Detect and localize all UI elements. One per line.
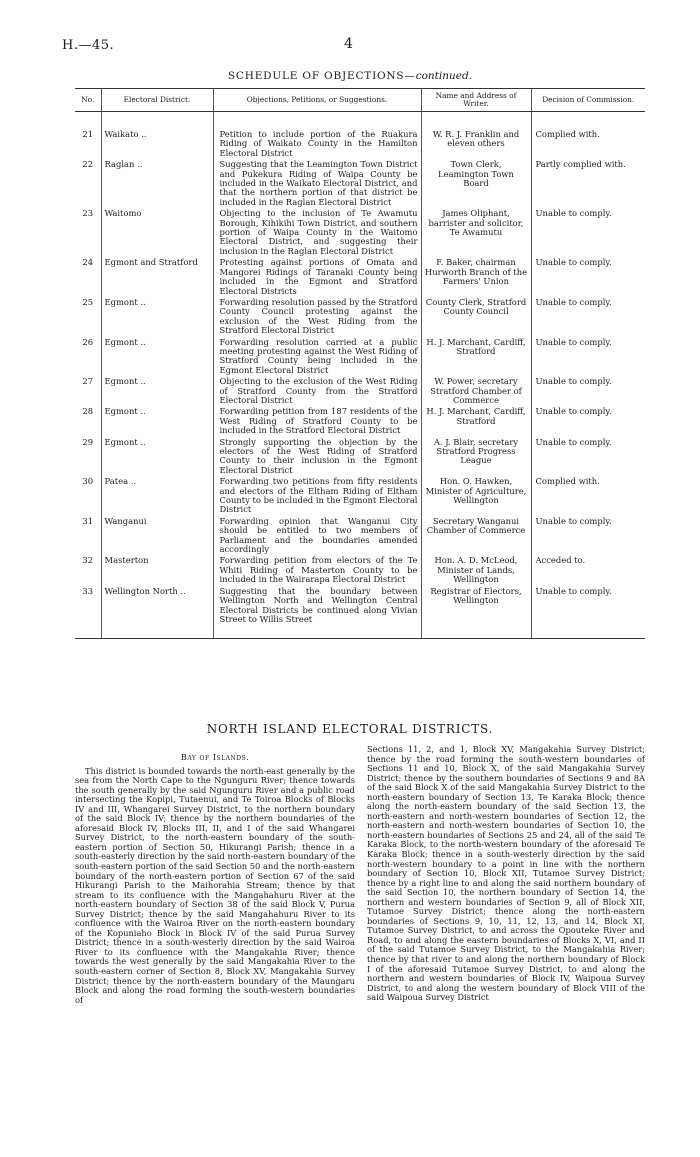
district-paragraph-left: This district is bounded towards the north-east generally by the sea from the North Cape to the Ngunguru River; thence towards the south generally by the said Ngunguru River and a public road intersecting the Kopipi, Tutaenui, and Te Toiroa Blocks of Blocks IV and III, Whangarei Survey District, to the northern boundary of the said Block IV; thence by the northern boundaries of the aforesaid Block IV, Blocks III, II, and I of the said Whangarei Survey District, to the north-eastern boundary of the south-eastern portion of Section 50, Hikurangi Parish; thence in a south-easterly direction by the said north-eastern boundary of the south-eastern portion of the said Section 50 and the north-eastern boundary of the north-eastern portion of Section 67 of the said Hikurangi Parish to the Maihorahia Stream; thence by that stream to its confluence with the Mangahahuru River at the north-eastern boundary of Section 38 of the said Block V, Purua Survey District; thence by the said Mangahahuru River to its confluence with the Wairoa River on the north-eastern boundary of the Kopuniaho Block in Block IV of the said Purua Survey District; thence in a south-westerly direction by the said Wairoa River to its confluence with the Mangakahia River; thence towards the west generally by the said Mangakahia River to the south-eastern corner of Section 8, Block XV, Mangakahia Survey District; thence by the north-eastern boundary of the Maungaru Block and along the road forming the south-western boundaries of	[75, 765, 355, 1005]
cell-writer: Town Clerk, Leamington Town Board	[421, 160, 531, 209]
cell-no: 28	[82, 406, 94, 417]
cell-objection: Strongly supporting the objection by the electors of the West Riding of Stratford County to their inclusion in the Egmont Electoral District	[213, 438, 421, 478]
cell-objection: Objecting to the inclusion of Te Awamutu Borough, Kihikihi Town District, and southern portion of Waipa County in the Waitomo Electoral District, and suggesting their inclusion in the Raglan Electoral District	[213, 209, 421, 258]
cell-decision: Unable to comply.	[531, 407, 645, 437]
col-header-no: No.	[75, 89, 101, 112]
cell-writer: W. R. J. Franklin and eleven others	[421, 112, 531, 161]
cell-writer: Secretary Wanganui Chamber of Commerce	[421, 517, 531, 557]
cell-no: 30	[82, 476, 94, 487]
schedule-title-main: SCHEDULE OF OBJECTIONS—	[227, 70, 416, 82]
table-row	[75, 298, 645, 338]
cell-no: 27	[82, 376, 94, 387]
cell-writer: F. Baker, chairman Hurworth Branch of the Farmers' Union	[421, 258, 531, 298]
cell-district: Waitomo	[101, 209, 213, 258]
cell-objection: Petition to include portion of the Ruakura Riding of Waikato County in the Hamilton Electoral District	[213, 112, 421, 161]
cell-objection: Forwarding opinion that Wanganui City should be entitled to two members of Parliament and the boundaries amended accordingly	[213, 517, 421, 557]
table-header-row	[75, 89, 645, 112]
cell-decision: Partly complied with.	[531, 160, 645, 209]
col-header-objection: Objections, Petitions, or Suggestions.	[213, 89, 421, 112]
cell-objection: Forwarding petition from electors of the Te Whiti Riding of Masterton County to be included in the Wairarapa Electoral District	[213, 556, 421, 586]
schedule-title	[0, 70, 700, 82]
cell-no: 21	[82, 129, 94, 139]
cell-decision: Unable to comply.	[531, 338, 645, 378]
cell-district: Egmont ..	[101, 338, 213, 378]
districts-title: NORTH ISLAND ELECTORAL DISTRICTS.	[206, 722, 494, 736]
cell-writer: H. J. Marchant, Cardiff, Stratford	[421, 338, 531, 378]
cell-district: Egmont ..	[101, 407, 213, 437]
cell-district: Egmont ..	[101, 298, 213, 338]
schedule-title-continued: continued.	[415, 70, 473, 82]
col-header-district: Electoral District.	[101, 89, 213, 112]
cell-writer: James Oliphant, barrister and solicitor, Te Awamutu	[421, 209, 531, 258]
cell-decision: Unable to comply.	[531, 377, 645, 407]
cell-decision: Unable to comply.	[531, 258, 645, 298]
cell-no: 25	[82, 296, 94, 307]
cell-writer: A. J. Blair, secretary Stratford Progress League	[421, 438, 531, 478]
cell-decision: Unable to comply.	[531, 517, 645, 557]
cell-writer: H. J. Marchant, Cardiff, Stratford	[421, 407, 531, 437]
page-number: 4	[344, 36, 353, 52]
table-row	[75, 112, 645, 161]
district-paragraph-right: Sections 11, 2, and 1, Block XV, Mangakahia Survey District; thence by the road forming the south-western boundaries of Sections 11 and 10, Block X, of the said Mangakahia Survey District; thence by the southern boundaries of Sections 9 and 8A of the said Block X of the said Mangakahia Survey District to the north-eastern boundary of Section 13, Te Karaka Block; thence along the north-eastern boundary of the said Section 13, the north-eastern and north-western boundaries of Section 12, the north-eastern and north-western boundaries of Section 10, the north-eastern boundaries of Sections 25 and 24, all of the said Te Karaka Block, to the north-western boundary of the aforesaid Te Karaka Block; thence in a south-westerly direction by the said north-western boundary to a point in line with the northern boundary of Section 10, Block XII, Tutamoe Survey District; thence by a right line to and along the said northern boundary of the said Section 10, the northern boundary of Section 14, the northern and western boundaries of Section 9, all of Block XII, Tutamoe Survey District; thence along the north-eastern boundaries of Sections 9, 10, 11, 12, 13, and 14, Block XI, Tutamoe Survey District, to and across the Opouteke River and Road, to and along the eastern boundaries of Blocks X, VI, and II of the said Tutamoe Survey District, to the Mangakahia River; thence by that river to and along the northern boundary of Block I of the aforesaid Tutamoe Survey District, to and along the northern and western boundaries of Block IV, Waipoua Survey District, to and along the western boundary of Block VIII of the said Waipoua Survey District	[367, 744, 645, 1003]
cell-district: Egmont ..	[101, 377, 213, 407]
table-row	[75, 407, 645, 437]
district-subheading: Bay of Islands.	[180, 752, 250, 762]
table-row	[75, 477, 645, 517]
cell-no: 29	[82, 436, 94, 447]
cell-district: Wanganui	[101, 517, 213, 557]
cell-no: 24	[82, 257, 94, 268]
cell-writer: Hon. O. Hawken, Minister of Agriculture, Wellington	[421, 477, 531, 517]
cell-district: Masterton	[101, 556, 213, 586]
district-text-left-column	[75, 745, 355, 1005]
cell-no: 22	[82, 159, 94, 170]
cell-district: Raglan ..	[101, 160, 213, 209]
cell-objection: Suggesting that the Leamington Town District and Pukekura Riding of Waipa County be included in the Waikato Electoral District, and that the northern portion of that district be included in the Raglan Electoral District	[213, 160, 421, 209]
col-header-decision: Decision of Commission.	[531, 89, 645, 112]
district-text-right-column	[367, 745, 645, 1003]
cell-decision: Unable to comply.	[531, 209, 645, 258]
cell-decision: Unable to comply.	[531, 438, 645, 478]
document-code: H.—45.	[62, 38, 115, 53]
cell-objection: Forwarding resolution carried at a public meeting protesting against the West Riding of Stratford County being included in the Egmont Electoral District	[213, 338, 421, 378]
cell-district: Wellington North ..	[101, 587, 213, 639]
cell-no: 31	[82, 515, 94, 526]
cell-no: 26	[82, 336, 94, 347]
cell-no: 23	[82, 208, 94, 219]
cell-objection: Protesting against portions of Omata and Mangorei Ridings of Taranaki County being included in the Egmont and Stratford Electoral Districts	[213, 258, 421, 298]
cell-objection: Forwarding resolution passed by the Stratford County Council protesting against the exclusion of the West Riding from the Stratford Electoral District	[213, 298, 421, 338]
cell-decision: Unable to comply.	[531, 587, 645, 639]
cell-decision: Acceded to.	[531, 556, 645, 586]
table-row	[75, 209, 645, 258]
cell-objection: Objecting to the exclusion of the West Riding of Stratford County from the Stratford Electoral District	[213, 377, 421, 407]
table-row	[75, 377, 645, 407]
table-row	[75, 160, 645, 209]
cell-decision: Complied with.	[531, 112, 645, 161]
cell-writer: Hon. A. D. McLeod, Minister of Lands, Wellington	[421, 556, 531, 586]
cell-writer: Registrar of Electors, Wellington	[421, 587, 531, 639]
cell-decision: Complied with.	[531, 477, 645, 517]
cell-writer: W. Power, secretary Stratford Chamber of Commerce	[421, 377, 531, 407]
table-row	[75, 517, 645, 557]
table-row	[75, 587, 645, 639]
col-header-writer: Name and Address of Writer.	[421, 89, 531, 112]
objections-table	[75, 88, 645, 639]
table-row	[75, 556, 645, 586]
table-row	[75, 258, 645, 298]
cell-district: Egmont and Stratford	[101, 258, 213, 298]
table-row	[75, 338, 645, 378]
cell-decision: Unable to comply.	[531, 298, 645, 338]
cell-no: 32	[82, 555, 94, 566]
cell-district: Egmont ..	[101, 438, 213, 478]
table-row	[75, 438, 645, 478]
cell-writer: County Clerk, Stratford County Council	[421, 298, 531, 338]
cell-district: Patea ..	[101, 477, 213, 517]
cell-objection: Suggesting that the boundary between Wellington North and Wellington Central Electoral Districts be continued along Vivian Street to Willis Street	[213, 587, 421, 639]
cell-no: 33	[75, 587, 101, 639]
cell-objection: Forwarding petition from 187 residents of the West Riding of Stratford County to be included in the Stratford Electoral District	[213, 407, 421, 437]
cell-objection: Forwarding two petitions from fifty residents and electors of the Eltham Riding of Eltham County to be included in the Egmont Electoral District	[213, 477, 421, 517]
cell-district: Waikato ..	[101, 112, 213, 161]
